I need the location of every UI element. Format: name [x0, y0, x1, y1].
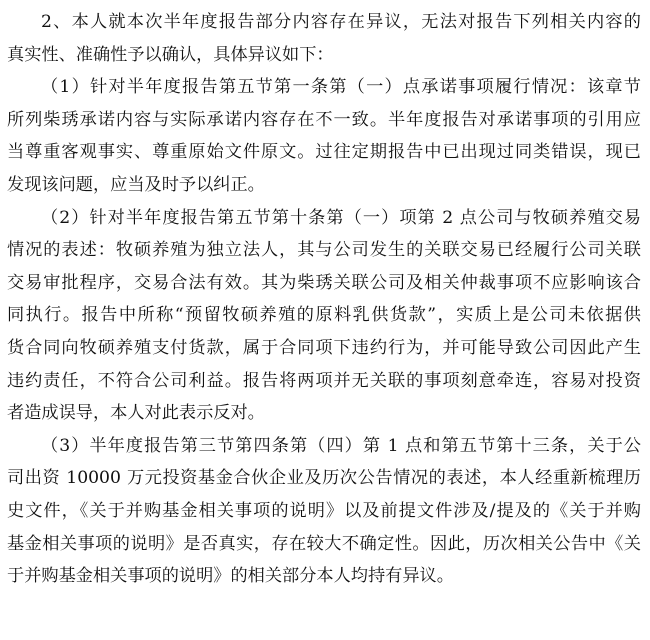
text-line-9: 交易审批程序，交易合法有效。其为柴琇关联公司及相关仲裁事项不应影响该合 — [7, 272, 641, 293]
text-line-13: 者造成误导，本人对此表示反对。 — [7, 403, 265, 424]
text-line-1: 2、本人就本次半年度报告部分内容存在异议，无法对报告下列相关内容的 — [41, 12, 641, 32]
text-line-6: 发现该问题，应当及时予以纠正。 — [7, 174, 265, 195]
text-line-8: 情况的表述：牧硕养殖为独立法人，其与公司发生的关联交易已经履行公司关联 — [7, 240, 641, 261]
text-line-5: 当尊重客观事实、尊重原始文件原文。过往定期报告中已出现过同类错误，现已 — [7, 142, 641, 163]
text-line-7: （2）针对半年度报告第五节第十条第（一）项第 2 点公司与牧硕养殖交易 — [41, 207, 641, 228]
text-line-14: （3）半年度报告第三节第四条第（四）第 1 点和第五节第十三条，关于公 — [41, 435, 641, 456]
text-line-16: 史文件，《关于并购基金相关事项的说明》以及前提文件涉及/提及的《关于并购 — [7, 500, 641, 521]
text-line-4: 所列柴琇承诺内容与实际承诺内容存在不一致。半年度报告对承诺事项的引用应 — [7, 109, 641, 130]
text-line-12: 违约责任，不符合公司利益。报告将两项并无关联的事项刻意牵连，容易对投资 — [7, 370, 641, 391]
text-line-3: （1）针对半年度报告第五节第一条第（一）点承诺事项履行情况：该章节 — [41, 77, 641, 98]
text-line-10: 同执行。报告中所称“预留牧硕养殖的原料乳供货款”，实质上是公司未依据供 — [7, 305, 641, 326]
text-line-15: 司出资 10000 万元投资基金合伙企业及历次公告情况的表述，本人经重新梳理历 — [7, 468, 641, 489]
text-line-2: 真实性、准确性予以确认，具体异议如下： — [7, 44, 334, 65]
text-line-11: 货合同向牧硕养殖支付货款，属于合同项下违约行为，并可能导致公司因此产生 — [7, 337, 641, 358]
text-line-18: 于并购基金相关事项的说明》的相关部分本人均持有异议。 — [7, 566, 454, 587]
text-line-17: 基金相关事项的说明》是否真实，存在较大不确定性。因此，历次相关公告中《关 — [7, 533, 641, 554]
